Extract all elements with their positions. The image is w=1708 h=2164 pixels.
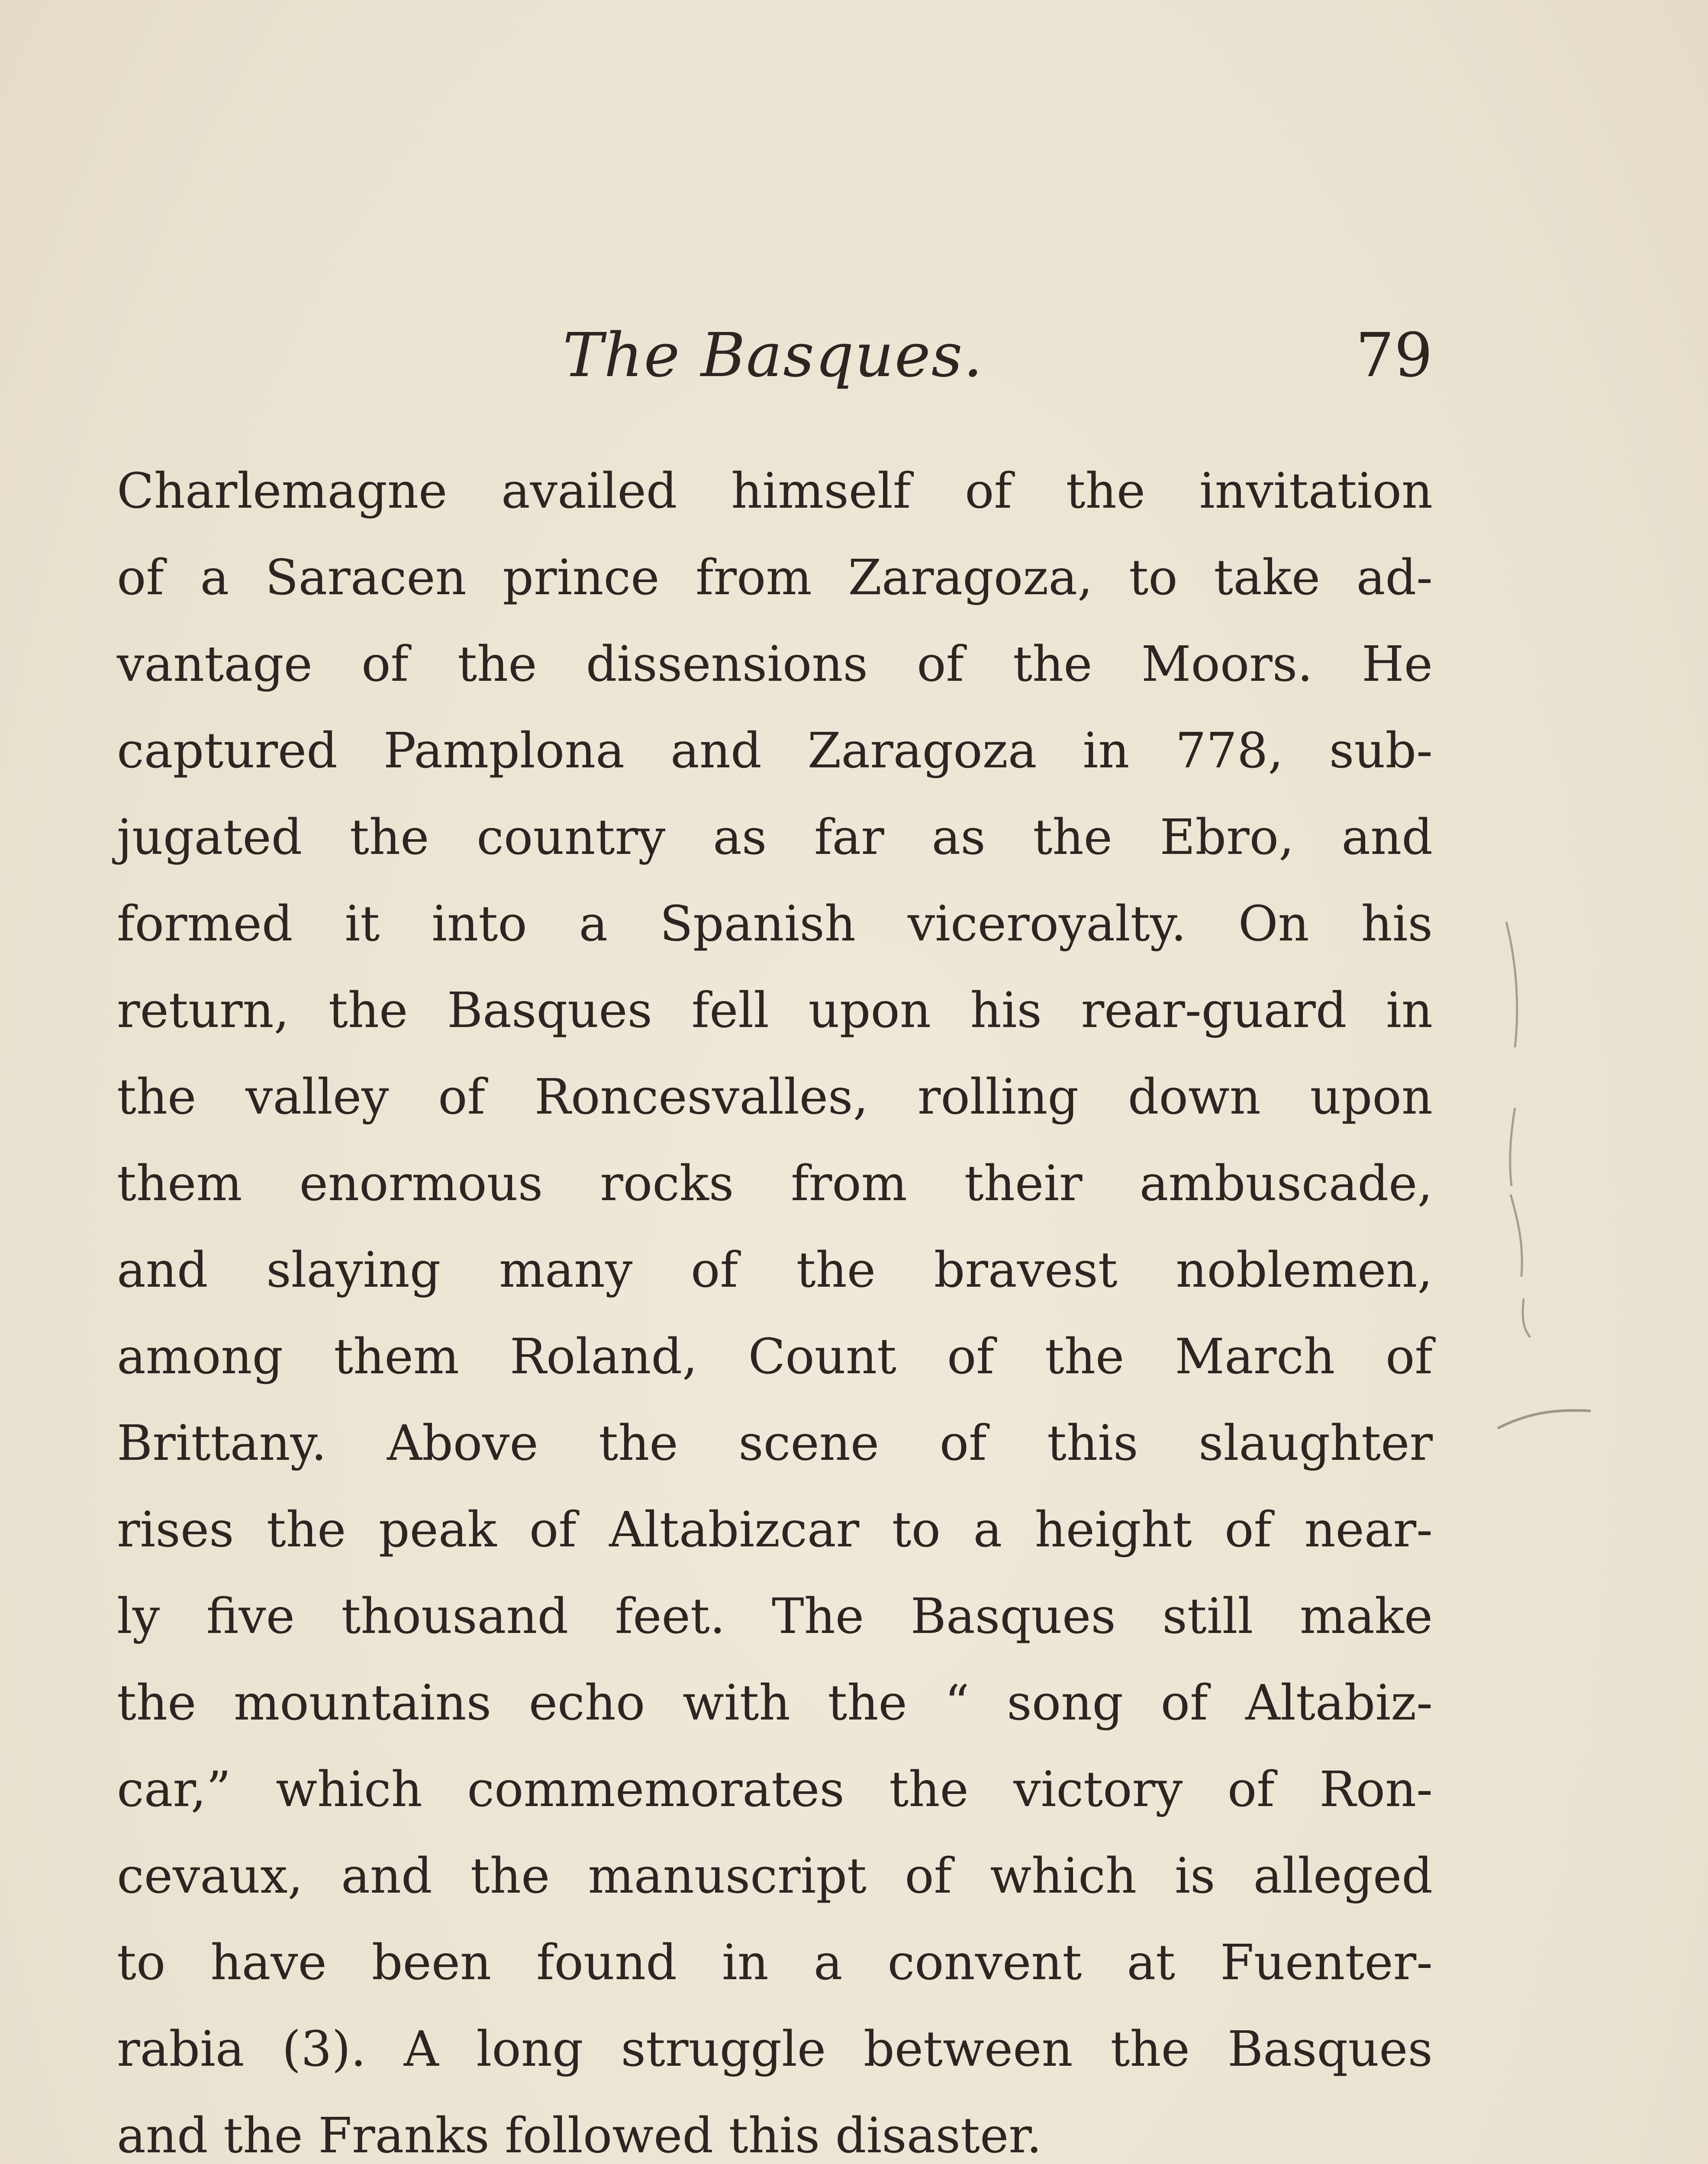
pencil-margin-marks <box>1480 866 1610 1558</box>
text-line: rabia (3). A long struggle between the Basques <box>117 2021 1433 2077</box>
text-line: car,” which commemorates the victory of Ron- <box>117 1761 1433 1818</box>
text-line: and the Franks followed this disaster. <box>117 2108 1042 2164</box>
text-line: of a Saracen prince from Zaragoza, to take ad- <box>117 550 1433 606</box>
body-text <box>117 448 1433 2164</box>
running-head <box>117 320 1433 407</box>
text-line: formed it into a Spanish viceroyalty. On his <box>117 896 1433 952</box>
text-line: Charlemagne availed himself of the invitation <box>117 463 1433 519</box>
text-line: return, the Basques fell upon his rear-guard in <box>117 982 1433 1039</box>
text-line: and slaying many of the bravest noblemen, <box>117 1242 1433 1298</box>
text-line: jugated the country as far as the Ebro, and <box>117 809 1433 866</box>
text-line: among them Roland, Count of the March of <box>117 1329 1433 1385</box>
text-line: the mountains echo with the “ song of Altabiz- <box>117 1675 1433 1731</box>
running-title: The Basques. <box>563 320 984 391</box>
text-line: vantage of the dissensions of the Moors. He <box>117 636 1433 692</box>
page-number: 79 <box>1355 320 1433 391</box>
text-line: them enormous rocks from their ambuscade, <box>117 1156 1433 1212</box>
text-line: ly five thousand feet. The Basques still make <box>117 1588 1433 1645</box>
text-line: cevaux, and the manuscript of which is alleged <box>117 1848 1433 1904</box>
text-line: captured Pamplona and Zaragoza in 778, sub- <box>117 723 1433 779</box>
text-line: Brittany. Above the scene of this slaughter <box>117 1415 1433 1472</box>
text-line: rises the peak of Altabizcar to a height of near- <box>117 1502 1433 1558</box>
text-line: the valley of Roncesvalles, rolling down upon <box>117 1069 1433 1125</box>
text-line: to have been found in a convent at Fuenter- <box>117 1935 1433 1991</box>
